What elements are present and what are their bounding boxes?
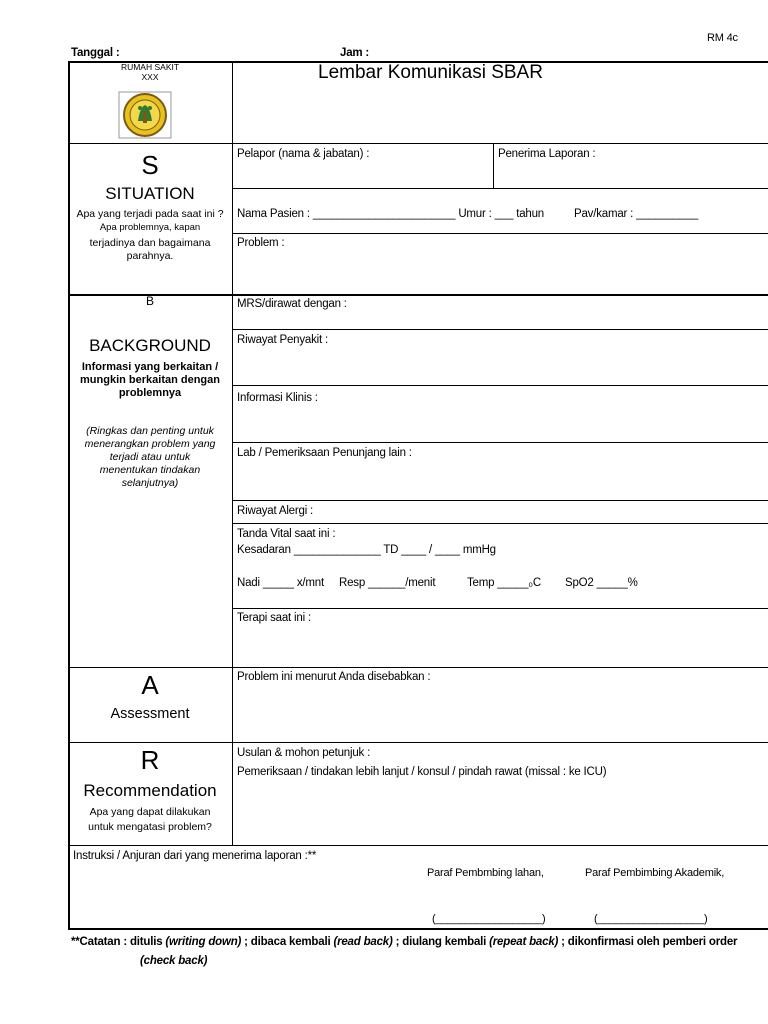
background-desc-line: Informasi yang berkaitan / [81, 361, 219, 373]
recommendation-desc-line: Apa yang dapat dilakukan [89, 806, 211, 818]
recommendation-description [70, 805, 230, 835]
background-desc-line: mungkin berkaitan dengan [80, 374, 220, 386]
background-desc-line: problemnya [118, 387, 182, 399]
tanggal-label: Tanggal : [71, 47, 120, 59]
situation-description [70, 208, 230, 263]
footnote-text: ; diulang kembali [392, 936, 490, 948]
hospital-logo [118, 91, 172, 139]
resp-field[interactable]: Resp ______/menit [339, 577, 436, 589]
footnote-italic: (read back) [333, 936, 393, 948]
usulan-field[interactable]: Usulan & mohon petunjuk : [237, 747, 371, 759]
problem-cause-field[interactable]: Problem ini menurut Anda disebabkan : [237, 671, 431, 683]
background-letter: B [145, 294, 154, 308]
situation-desc-line: parahnya. [126, 250, 174, 262]
background-note-line: menerangkan problem yang [84, 438, 216, 450]
hospital-name-block [70, 62, 230, 82]
footnote-text: ; dikonfirmasi oleh pemberi order [558, 936, 738, 948]
pemeriksaan-field[interactable]: Pemeriksaan / tindakan lebih lanjut / konsul / pindah rawat (missal : ke ICU) [237, 766, 607, 778]
hospital-name: RUMAH SAKIT [120, 62, 180, 72]
pelapor-field[interactable]: Pelapor (nama & jabatan) : [237, 148, 370, 160]
recommendation-letter: R [140, 745, 160, 775]
recommendation-heading: Recommendation [83, 781, 217, 800]
situation-desc-line: Apa yang terjadi pada saat ini ? [76, 208, 224, 220]
paraf-akademik-label: Paraf Pembimbing Akademik, [585, 867, 725, 879]
background-heading: BACKGROUND [89, 336, 211, 355]
temp-field[interactable]: Temp _____₀C [467, 577, 541, 589]
nama-pasien-field[interactable]: Nama Pasien : _______________________ Umur : ___ tahun [237, 208, 544, 220]
background-note-line: terjadi atau untuk [109, 451, 191, 463]
page-title: Lembar Komunikasi SBAR [318, 62, 543, 83]
assessment-heading: Assessment [110, 706, 190, 722]
situation-heading: SITUATION [105, 184, 195, 203]
situation-desc-line: terjadinya dan bagaimana [89, 237, 211, 249]
kesadaran-field[interactable]: Kesadaran ______________ TD ____ / ____ mmHg [237, 544, 496, 556]
background-note-line: selanjutnya) [121, 477, 179, 489]
jam-label: Jam : [340, 47, 370, 59]
footnote-italic: (repeat back) [489, 936, 559, 948]
assessment-letter: A [141, 670, 159, 700]
instruksi-field[interactable]: Instruksi / Anjuran dari yang menerima laporan :** [73, 850, 317, 862]
background-description [70, 361, 230, 400]
lab-field[interactable]: Lab / Pemeriksaan Penunjang lain : [237, 447, 412, 459]
background-note-line: (Ringkas dan penting untuk [86, 425, 214, 437]
informasi-klinis-field[interactable]: Informasi Klinis : [237, 392, 318, 404]
background-note-line: menentukan tindakan [99, 464, 201, 476]
penerima-field[interactable]: Penerima Laporan : [498, 148, 596, 160]
signature-akademik[interactable]: (__________________) [594, 913, 708, 925]
terapi-field[interactable]: Terapi saat ini : [237, 612, 311, 624]
pav-kamar-field[interactable]: Pav/kamar : __________ [574, 208, 699, 220]
footnote-text: ; dibaca kembali [241, 936, 334, 948]
riwayat-alergi-field[interactable]: Riwayat Alergi : [237, 505, 314, 517]
recommendation-desc-line: untuk mengatasi problem? [88, 821, 212, 833]
riwayat-penyakit-field[interactable]: Riwayat Penyakit : [237, 334, 328, 346]
nadi-field[interactable]: Nadi _____ x/mnt [237, 577, 324, 589]
problem-field[interactable]: Problem : [237, 237, 285, 249]
background-note [70, 425, 230, 490]
footnote [71, 936, 737, 948]
footnote-check-back: (check back) [140, 955, 208, 967]
paraf-lahan-label: Paraf Pembmbing lahan, [427, 867, 544, 879]
footnote-italic: (writing down) [165, 936, 242, 948]
situation-desc-line: Apa problemnya, kapan [99, 222, 201, 233]
signature-lahan[interactable]: (__________________) [432, 913, 546, 925]
mrs-field[interactable]: MRS/dirawat dengan : [237, 298, 347, 310]
tanda-vital-label: Tanda Vital saat ini : [237, 528, 336, 540]
footnote-text: **Catatan : ditulis [71, 936, 166, 948]
situation-letter: S [141, 150, 159, 180]
form-code: RM 4c [707, 32, 738, 44]
spo2-field[interactable]: SpO2 _____% [565, 577, 638, 589]
hospital-sub: XXX [141, 72, 159, 82]
